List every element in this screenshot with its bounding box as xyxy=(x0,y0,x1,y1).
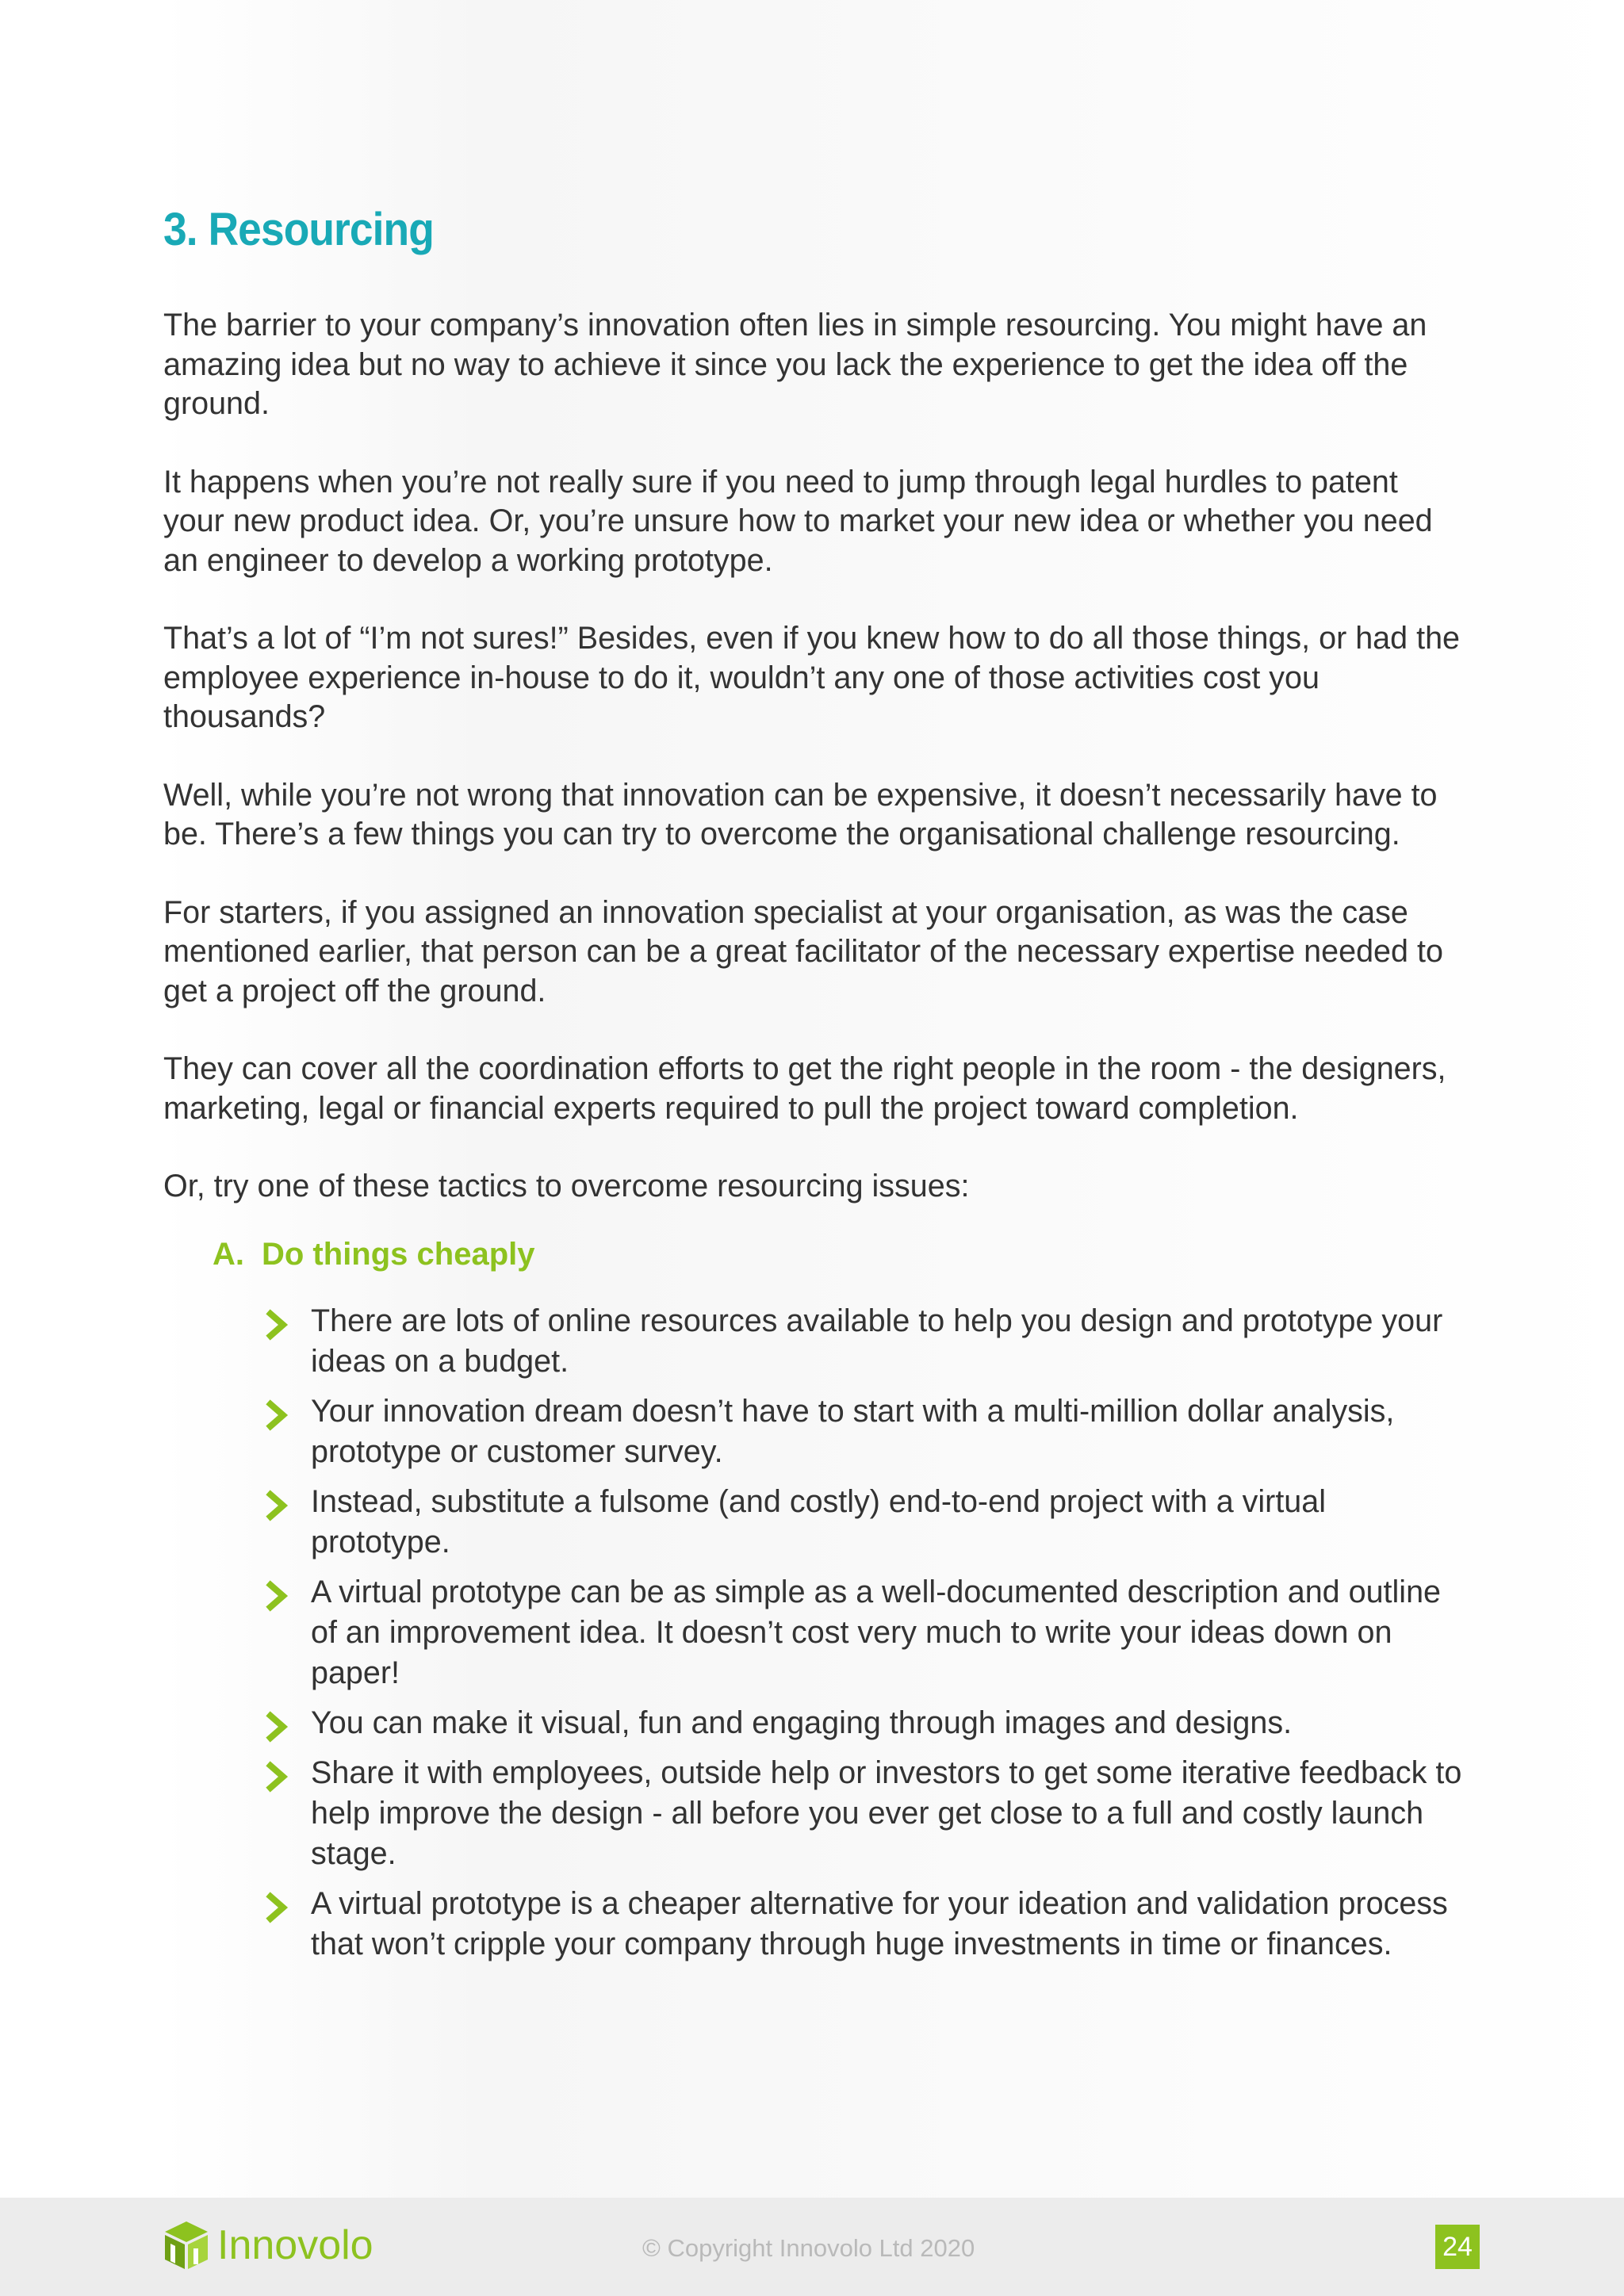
chevron-right-icon xyxy=(263,1399,290,1431)
list-item-text: There are lots of online resources available to help you design and prototype your ideas on a budget. xyxy=(311,1303,1443,1379)
page-number: 24 xyxy=(1435,2225,1480,2269)
list-item xyxy=(311,1753,1464,1874)
paragraph: Or, try one of these tactics to overcome resourcing issues: xyxy=(163,1169,970,1203)
list-item-text: A virtual prototype can be as simple as a well-documented description and outline of an improvement idea. It doesn’t cost very much to write your ideas down on paper! xyxy=(311,1574,1442,1690)
list-item-text: Instead, substitute a fulsome (and costly) end-to-end project with a virtual prototype. xyxy=(311,1483,1327,1559)
list-item xyxy=(311,1884,1464,1965)
list-item xyxy=(311,1482,1464,1563)
list-item xyxy=(311,1572,1464,1693)
list-item-text: Share it with employees, outside help or investors to get some iterative feedback to help improve the design - all before you ever get close to a full and costly launch stage. xyxy=(311,1755,1462,1871)
list-item xyxy=(311,1301,1464,1382)
chevron-right-icon xyxy=(263,1761,290,1793)
copyright-notice: © Copyright Innovolo Ltd 2020 xyxy=(642,2234,975,2262)
paragraph: That’s a lot of “I’m not sures!” Besides, even if you knew how to do all those things, or had the employee experience in-house to do it, wouldn’t any one of those activities cost you thousands? xyxy=(163,621,1461,734)
bullet-list xyxy=(163,1301,1464,1965)
subsection-heading xyxy=(213,1234,1464,1274)
section-heading: 3. Resourcing xyxy=(163,204,434,255)
list-item-text: A virtual prototype is a cheaper alternative for your ideation and validation process that won’t cripple your company through huge investments in time or finances. xyxy=(311,1885,1448,1961)
paragraph: The barrier to your company’s innovation often lies in simple resourcing. You might have an amazing idea but no way to achieve it since you lack the experience to get the idea off the ground. xyxy=(163,308,1427,421)
chevron-right-icon xyxy=(263,1892,290,1923)
list-item-text: Your innovation dream doesn’t have to start with a multi-million dollar analysis, prototype or customer survey. xyxy=(311,1393,1395,1469)
chevron-right-icon xyxy=(263,1580,290,1612)
list-item xyxy=(311,1391,1464,1472)
brand-logo xyxy=(163,2220,373,2271)
list-item xyxy=(311,1703,1464,1743)
chevron-right-icon xyxy=(263,1309,290,1341)
innovolo-logo-icon xyxy=(163,2220,209,2271)
paragraph: For starters, if you assigned an innovation specialist at your organisation, as was the case mentioned earlier, that person can be a great facilitator of the necessary expertise needed to get a project off the ground. xyxy=(163,894,1443,1008)
chevron-right-icon xyxy=(263,1711,290,1743)
brand-name: Innovolo xyxy=(217,2222,373,2268)
chevron-right-icon xyxy=(263,1490,290,1521)
paragraph: Well, while you’re not wrong that innovation can be expensive, it doesn’t necessarily have to be. There’s a few things you can try to overcome the organisational challenge resourcing. xyxy=(163,777,1438,851)
paragraph: It happens when you’re not really sure if you need to jump through legal hurdles to patent your new product idea. Or, you’re unsure how to market your new idea or whether you need an engineer to develop a working prototype. xyxy=(163,464,1433,578)
list-item-text: You can make it visual, fun and engaging through images and designs. xyxy=(311,1705,1293,1740)
subsection-title: Do things cheaply xyxy=(262,1236,535,1272)
paragraph: They can cover all the coordination efforts to get the right people in the room - the designers, marketing, legal or financial experts required to pull the project toward completion. xyxy=(163,1051,1446,1126)
main-content xyxy=(163,198,1464,1974)
subsection-letter: A. xyxy=(213,1236,244,1272)
